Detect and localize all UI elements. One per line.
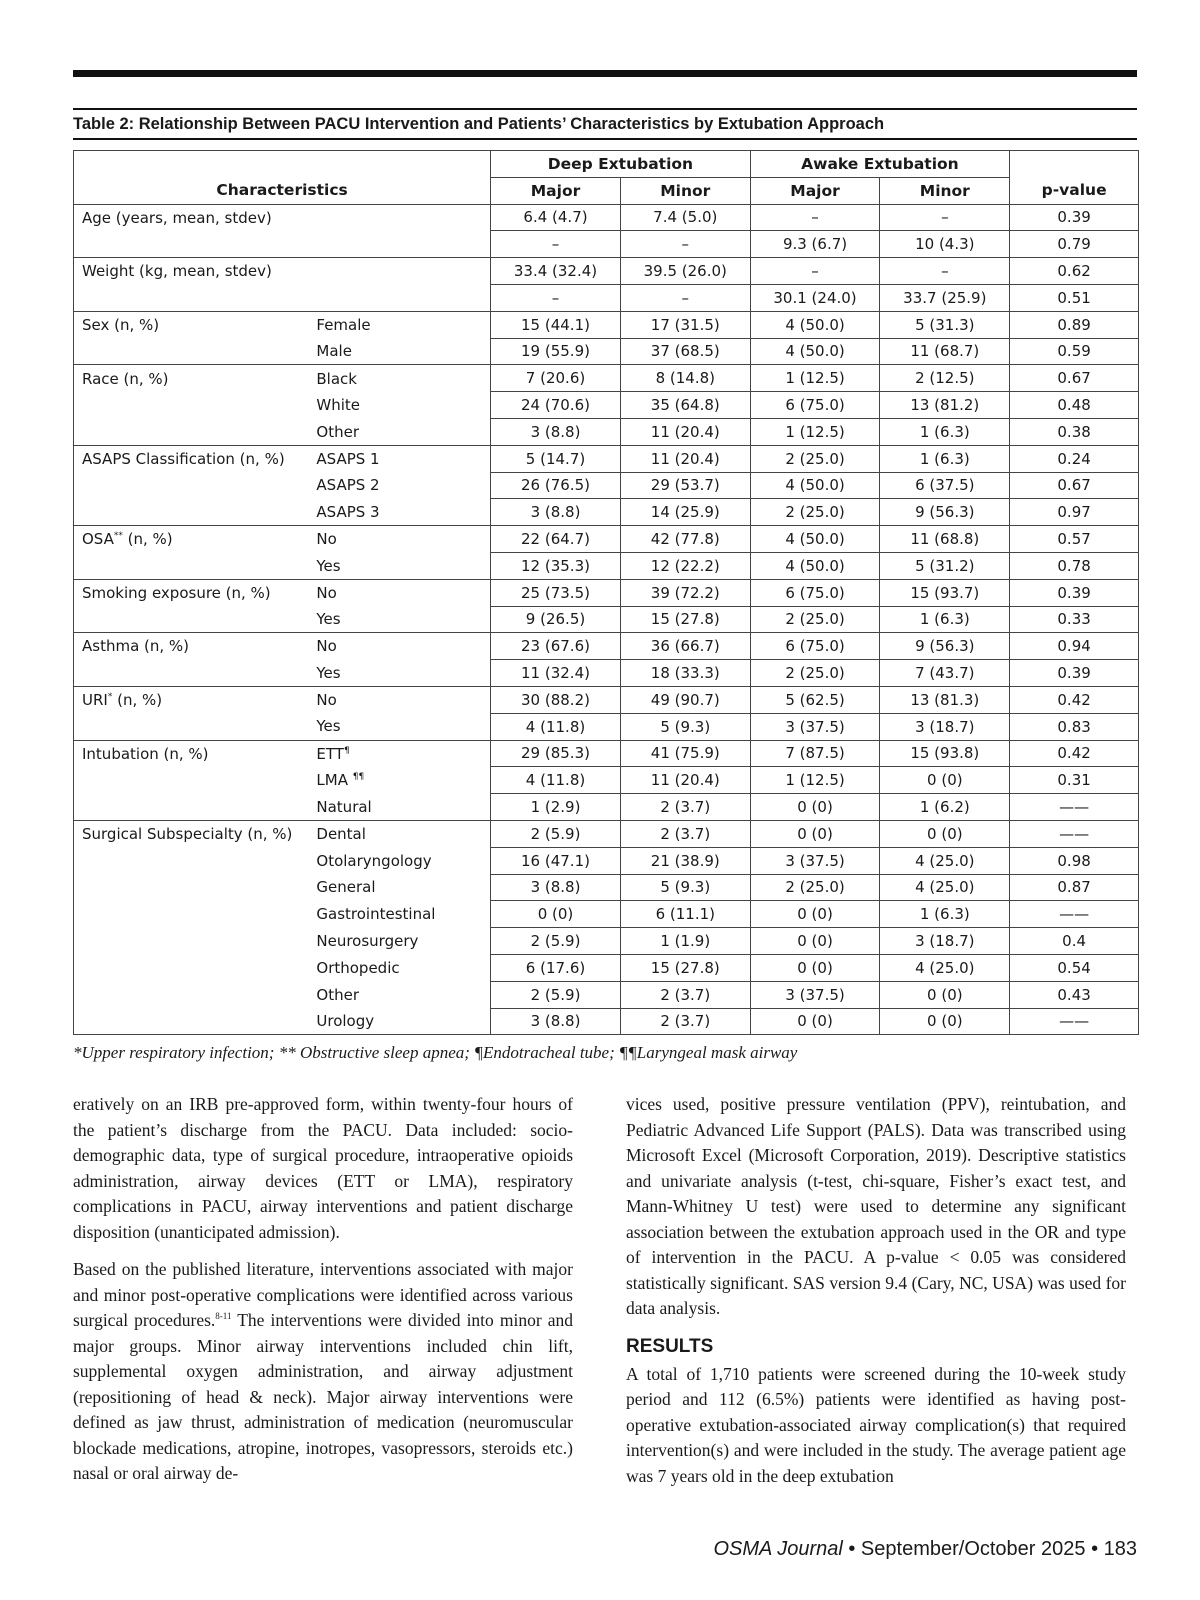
subcategory-label: ETT¶ <box>310 740 490 767</box>
table-cell: 1 (2.9) <box>491 794 621 821</box>
characteristic-label <box>74 284 311 311</box>
table-cell: 41 (75.9) <box>620 740 750 767</box>
subcategory-label: Yes <box>316 717 341 736</box>
table-cell: 6 (75.0) <box>750 392 880 419</box>
top-rule <box>73 70 1137 77</box>
table-cell: 0 (0) <box>750 928 880 955</box>
subcategory-label: Other <box>316 422 359 441</box>
table-cell: 2 (5.9) <box>491 820 621 847</box>
characteristic-label <box>74 1008 311 1035</box>
table-cell: 5 (14.7) <box>491 445 621 472</box>
table-row <box>74 606 1139 633</box>
table-cell: 42 (77.8) <box>620 526 750 553</box>
table-cell: 21 (38.9) <box>620 847 750 874</box>
table-row <box>74 660 1139 687</box>
table-cell: 3 (37.5) <box>750 847 880 874</box>
table-row <box>74 713 1139 740</box>
subcategory-label: No <box>310 526 490 553</box>
characteristic-label: OSA** (n, %) <box>74 526 311 553</box>
subcategory-label: Dental <box>310 820 490 847</box>
table-cell: 30.1 (24.0) <box>750 284 880 311</box>
table-cell: 11 (20.4) <box>620 767 750 794</box>
characteristic-label: Sex (n, %) <box>74 311 311 338</box>
table-row <box>74 901 1139 928</box>
subcategory-label: Male <box>316 342 352 361</box>
table-cell: – <box>491 231 621 258</box>
page-footer <box>714 1538 1138 1561</box>
subcategory-label: ASAPS 2 <box>316 476 380 495</box>
table-cell: 5 (62.5) <box>750 686 880 713</box>
table-row <box>74 552 1139 579</box>
subcategory-label <box>310 284 490 311</box>
table-row <box>74 526 1139 553</box>
characteristic-label <box>74 606 311 633</box>
table-row <box>74 954 1139 981</box>
table-cell: 2 (25.0) <box>750 606 880 633</box>
table-cell: 49 (90.7) <box>620 686 750 713</box>
table-cell: 39 (72.2) <box>620 579 750 606</box>
table-cell: 29 (85.3) <box>491 740 621 767</box>
awake-minor-header: Minor <box>880 177 1010 204</box>
subcategory-label: Urology <box>316 1012 375 1031</box>
results-paragraph: A total of 1,710 patients were screened during the 10-week study period and 112 (6.5%) patients were identified as having post-operative extubation-associated airway complication(s) that required intervention(s) and were included in the study. The average patient age was 7 years old in the deep extubation <box>626 1363 1126 1486</box>
characteristic-label <box>74 874 311 901</box>
table-row <box>74 1008 1139 1035</box>
p-value-cell: 0.31 <box>1010 767 1139 794</box>
characteristic-label <box>74 418 311 445</box>
table-cell: 24 (70.6) <box>491 392 621 419</box>
table-cell: 15 (27.8) <box>620 954 750 981</box>
table-row <box>74 338 1139 365</box>
table-cell: 15 (44.1) <box>491 311 621 338</box>
table-cell: 2 (3.7) <box>620 820 750 847</box>
table-cell: 1 (12.5) <box>750 365 880 392</box>
methods-paragraph-1: eratively on an IRB pre-approved form, within twenty-four hours of the patient’s discharge from the PACU. Data included: socio-demographic data, type of surgical procedure, intraoperative opioids administration, airway devices (ETT or LMA), respiratory complications in PACU, airway interventions and patient discharge disposition (unanticipated admission). <box>73 1094 573 1242</box>
left-column <box>73 1092 573 1499</box>
table-cell: 8 (14.8) <box>620 365 750 392</box>
p-value-cell: 0.42 <box>1010 686 1139 713</box>
table-cell: 17 (31.5) <box>620 311 750 338</box>
subcategory-label: No <box>310 579 490 606</box>
table-row <box>74 231 1139 258</box>
p-value-cell: —— <box>1010 794 1139 821</box>
table-cell: 7 (43.7) <box>880 660 1010 687</box>
deep-minor-header: Minor <box>620 177 750 204</box>
p-value-cell: 0.43 <box>1010 981 1139 1008</box>
characteristic-label <box>74 499 311 526</box>
table-row <box>74 633 1139 660</box>
table-cell: 0 (0) <box>880 820 1010 847</box>
characteristic-label: Race (n, %) <box>74 365 311 392</box>
table-cell: 1 (6.3) <box>880 606 1010 633</box>
table-cell: 19 (55.9) <box>491 338 621 365</box>
table-cell: 0 (0) <box>491 901 621 928</box>
table-cell: 10 (4.3) <box>880 231 1010 258</box>
characteristic-label <box>74 954 311 981</box>
table-cell: 30 (88.2) <box>491 686 621 713</box>
table-cell: 3 (8.8) <box>491 418 621 445</box>
table-cell: 2 (3.7) <box>620 794 750 821</box>
characteristic-label: Surgical Subspecialty (n, %) <box>74 820 311 847</box>
table-cell: 4 (11.8) <box>491 767 621 794</box>
table-cell: 9 (26.5) <box>491 606 621 633</box>
table-cell: 9.3 (6.7) <box>750 231 880 258</box>
subcategory-label: Yes <box>316 556 341 575</box>
table-row <box>74 928 1139 955</box>
characteristic-label <box>74 928 311 955</box>
table-body <box>74 204 1139 1035</box>
p-value-header: p-value <box>1010 177 1139 204</box>
table-cell: 11 (20.4) <box>620 418 750 445</box>
p-value-cell: 0.78 <box>1010 552 1139 579</box>
table-row <box>74 874 1139 901</box>
subcategory-label <box>310 204 490 231</box>
p-value-cell: 0.59 <box>1010 338 1139 365</box>
characteristic-label: Intubation (n, %) <box>74 740 311 767</box>
table-cell: 4 (50.0) <box>750 311 880 338</box>
characteristic-label <box>74 660 311 687</box>
p-value-cell: 0.67 <box>1010 365 1139 392</box>
table-cell: 0 (0) <box>750 820 880 847</box>
table-cell: 4 (50.0) <box>750 552 880 579</box>
table-cell: – <box>620 284 750 311</box>
table-cell: 4 (50.0) <box>750 472 880 499</box>
p-value-cell: 0.97 <box>1010 499 1139 526</box>
table-cell: 2 (3.7) <box>620 1008 750 1035</box>
table-cell: 11 (68.8) <box>880 526 1010 553</box>
methods-paragraph-2: Based on the published literature, interventions associated with major and minor post-operative complications were identified across various surgical procedures.$^{8-11}$ The interventions were divided into minor and major groups. Minor airway interventions included chin lift, supplemental oxygen administration, and airway adjustment (repositioning of head & neck). Major airway interventions were defined as jaw thrust, administration of medication (neuromuscular blockade medications, atropine, inotropes, vasopressors, steroids etc.) nasal or oral airway de- <box>73 1259 573 1483</box>
table-cell: 22 (64.7) <box>491 526 621 553</box>
issue-page: • September/October 2025 • 183 <box>842 1538 1137 1560</box>
p-value-cell: 0.54 <box>1010 954 1139 981</box>
table-row <box>74 820 1139 847</box>
table-cell: 35 (64.8) <box>620 392 750 419</box>
characteristic-label: URI* (n, %) <box>74 686 311 713</box>
methods-paragraph-3: vices used, positive pressure ventilation (PPV), reintubation, and Pediatric Advanced Life Support (PALS). Data was transcribed using Microsoft Excel (Microsoft Corporation, 2019). Descriptive statistics and univariate analysis (t-test, chi-square, Fisher’s exact test, and Mann-Whitney U test) were used to determine any significant association between the extubation approach used in the OR and type of intervention in the PACU. A p-value < 0.05 was considered statistically significant. SAS version 9.4 (Cary, NC, USA) was used for data analysis. <box>626 1094 1126 1318</box>
table-row <box>74 445 1139 472</box>
subcategory-label <box>310 231 490 258</box>
table-cell: 0 (0) <box>880 981 1010 1008</box>
table-row <box>74 418 1139 445</box>
table-cell: 11 (32.4) <box>491 660 621 687</box>
table-cell: 3 (18.7) <box>880 928 1010 955</box>
table-cell: 1 (1.9) <box>620 928 750 955</box>
table-row <box>74 767 1139 794</box>
table-cell: – <box>750 258 880 285</box>
table-cell: 1 (6.3) <box>880 418 1010 445</box>
p-value-cell: 0.51 <box>1010 284 1139 311</box>
characteristic-label <box>74 901 311 928</box>
deep-extubation-header: Deep Extubation <box>491 151 751 178</box>
table-cell: 13 (81.3) <box>880 686 1010 713</box>
table-cell: 1 (6.2) <box>880 794 1010 821</box>
table-cell: 6 (37.5) <box>880 472 1010 499</box>
table-cell: – <box>750 204 880 231</box>
table-cell: 2 (25.0) <box>750 660 880 687</box>
characteristic-label: Weight (kg, mean, stdev) <box>74 258 311 285</box>
p-value-cell: 0.98 <box>1010 847 1139 874</box>
table-row <box>74 311 1139 338</box>
table-cell: 3 (37.5) <box>750 713 880 740</box>
characteristic-label <box>74 392 311 419</box>
table-cell: 2 (25.0) <box>750 499 880 526</box>
table-cell: 37 (68.5) <box>620 338 750 365</box>
subcategory-label: Orthopedic <box>316 958 400 977</box>
characteristic-label <box>74 552 311 579</box>
p-value-cell: 0.24 <box>1010 445 1139 472</box>
characteristics-header: Characteristics <box>74 177 491 204</box>
table-row <box>74 258 1139 285</box>
p-value-cell: 0.48 <box>1010 392 1139 419</box>
subcategory-label: Natural <box>316 797 372 816</box>
table-cell: 0 (0) <box>750 1008 880 1035</box>
table-cell: – <box>880 204 1010 231</box>
characteristic-label <box>74 231 311 258</box>
table-cell: 4 (25.0) <box>880 847 1010 874</box>
characteristic-label <box>74 847 311 874</box>
table-cell: 2 (5.9) <box>491 928 621 955</box>
table-row <box>74 204 1139 231</box>
subcategory-label: General <box>316 878 376 897</box>
table-cell: 9 (56.3) <box>880 499 1010 526</box>
table-row <box>74 284 1139 311</box>
p-value-cell: 0.38 <box>1010 418 1139 445</box>
p-value-cell: 0.62 <box>1010 258 1139 285</box>
table-cell: 6 (11.1) <box>620 901 750 928</box>
table-cell: 3 (8.8) <box>491 499 621 526</box>
table-cell: 7 (20.6) <box>491 365 621 392</box>
table-cell: 3 (18.7) <box>880 713 1010 740</box>
table-cell: 29 (53.7) <box>620 472 750 499</box>
p-value-cell: 0.87 <box>1010 874 1139 901</box>
table-cell: – <box>880 258 1010 285</box>
table-cell: 7 (87.5) <box>750 740 880 767</box>
subcategory-label: Female <box>310 311 490 338</box>
characteristic-label <box>74 713 311 740</box>
table-cell: 3 (8.8) <box>491 874 621 901</box>
table-cell: 15 (93.7) <box>880 579 1010 606</box>
subcategory-label: White <box>316 396 361 415</box>
subcategory-label: Other <box>316 985 359 1004</box>
characteristic-label: Asthma (n, %) <box>74 633 311 660</box>
p-value-cell: —— <box>1010 901 1139 928</box>
citation-ref: 8-11 <box>215 1311 232 1322</box>
results-heading: RESULTS <box>626 1335 714 1357</box>
table-cell: 4 (50.0) <box>750 526 880 553</box>
table-cell: 26 (76.5) <box>491 472 621 499</box>
table-cell: 15 (27.8) <box>620 606 750 633</box>
table-row <box>74 472 1139 499</box>
characteristic-label <box>74 767 311 794</box>
right-column <box>626 1092 1126 1501</box>
table-cell: 6 (17.6) <box>491 954 621 981</box>
awake-major-header: Major <box>750 177 880 204</box>
table-cell: 7.4 (5.0) <box>620 204 750 231</box>
characteristic-label <box>74 472 311 499</box>
table-cell: 0 (0) <box>750 794 880 821</box>
table-cell: 33.7 (25.9) <box>880 284 1010 311</box>
table-cell: 4 (25.0) <box>880 954 1010 981</box>
table-cell: 2 (3.7) <box>620 981 750 1008</box>
table-cell: 1 (6.3) <box>880 901 1010 928</box>
table-cell: 9 (56.3) <box>880 633 1010 660</box>
subcategory-label: LMA ¶¶ <box>316 771 365 790</box>
p-value-cell: —— <box>1010 1008 1139 1035</box>
table-cell: 4 (11.8) <box>491 713 621 740</box>
p-value-cell: 0.39 <box>1010 204 1139 231</box>
table-title: Table 2: Relationship Between PACU Intervention and Patients’ Characteristics by Extubation Approach <box>73 108 1137 140</box>
table-cell: – <box>491 284 621 311</box>
subcategory-label: Otolaryngology <box>316 851 432 870</box>
table-cell: 0 (0) <box>750 954 880 981</box>
characteristics-table <box>73 150 1139 1035</box>
table-cell: 13 (81.2) <box>880 392 1010 419</box>
table-cell: 3 (8.8) <box>491 1008 621 1035</box>
journal-name: OSMA Journal <box>713 1538 843 1560</box>
table-row <box>74 365 1139 392</box>
table-cell: 12 (22.2) <box>620 552 750 579</box>
table-cell: 0 (0) <box>880 1008 1010 1035</box>
table-cell: 6 (75.0) <box>750 579 880 606</box>
deep-major-header: Major <box>491 177 621 204</box>
table-cell: 14 (25.9) <box>620 499 750 526</box>
subcategory-label: No <box>310 686 490 713</box>
characteristic-label: Age (years, mean, stdev) <box>74 204 311 231</box>
table-row <box>74 579 1139 606</box>
p-value-cell: 0.33 <box>1010 606 1139 633</box>
table-cell: 5 (9.3) <box>620 874 750 901</box>
table-cell: 6 (75.0) <box>750 633 880 660</box>
table-cell: 6.4 (4.7) <box>491 204 621 231</box>
table-row <box>74 740 1139 767</box>
table-row <box>74 981 1139 1008</box>
subcategory-label: Gastrointestinal <box>316 905 436 924</box>
subcategory-label: Yes <box>316 610 341 629</box>
table-row <box>74 794 1139 821</box>
table-cell: 4 (25.0) <box>880 874 1010 901</box>
table-cell: 12 (35.3) <box>491 552 621 579</box>
awake-extubation-header: Awake Extubation <box>750 151 1010 178</box>
table-cell: 18 (33.3) <box>620 660 750 687</box>
p-value-cell: 0.83 <box>1010 713 1139 740</box>
subcategory-label: ASAPS 1 <box>310 445 490 472</box>
p-value-cell: 0.39 <box>1010 579 1139 606</box>
characteristic-label <box>74 981 311 1008</box>
table-cell: 3 (37.5) <box>750 981 880 1008</box>
p-value-cell: 0.94 <box>1010 633 1139 660</box>
subcategory-label: Neurosurgery <box>316 932 419 950</box>
table-row <box>74 686 1139 713</box>
p-value-cell: 0.89 <box>1010 311 1139 338</box>
table-cell: 36 (66.7) <box>620 633 750 660</box>
table-cell: 1 (6.3) <box>880 445 1010 472</box>
table-footnote: *Upper respiratory infection; ** Obstructive sleep apnea; ¶Endotracheal tube; ¶¶Laryngeal mask airway <box>73 1043 798 1062</box>
characteristic-label: Smoking exposure (n, %) <box>74 579 311 606</box>
table-cell: 2 (5.9) <box>491 981 621 1008</box>
table-cell: 2 (25.0) <box>750 874 880 901</box>
table-cell: 33.4 (32.4) <box>491 258 621 285</box>
characteristic-label: ASAPS Classification (n, %) <box>74 445 311 472</box>
p-value-cell: 0.39 <box>1010 660 1139 687</box>
table-cell: 11 (68.7) <box>880 338 1010 365</box>
table-cell: 39.5 (26.0) <box>620 258 750 285</box>
p-value-cell: 0.42 <box>1010 740 1139 767</box>
table-cell: 1 (12.5) <box>750 767 880 794</box>
table-cell: 16 (47.1) <box>491 847 621 874</box>
subcategory-label <box>310 258 490 285</box>
p-value-cell: 0.57 <box>1010 526 1139 553</box>
p-value-cell: 0.4 <box>1010 928 1139 955</box>
table-cell: 0 (0) <box>750 901 880 928</box>
table-cell: 0 (0) <box>880 767 1010 794</box>
table-cell: 23 (67.6) <box>491 633 621 660</box>
p-value-cell: 0.79 <box>1010 231 1139 258</box>
table-cell: – <box>620 231 750 258</box>
table-cell: 11 (20.4) <box>620 445 750 472</box>
table-cell: 5 (31.2) <box>880 552 1010 579</box>
table-cell: 2 (25.0) <box>750 445 880 472</box>
table-cell: 15 (93.8) <box>880 740 1010 767</box>
table-row <box>74 392 1139 419</box>
p-value-cell: 0.67 <box>1010 472 1139 499</box>
subcategory-label: Yes <box>316 663 341 682</box>
table-cell: 25 (73.5) <box>491 579 621 606</box>
table-cell: 1 (12.5) <box>750 418 880 445</box>
p-value-cell: —— <box>1010 820 1139 847</box>
subcategory-label: ASAPS 3 <box>316 503 380 521</box>
table-cell: 5 (9.3) <box>620 713 750 740</box>
characteristic-label <box>74 338 311 365</box>
characteristic-label <box>74 794 311 821</box>
table-cell: 4 (50.0) <box>750 338 880 365</box>
subcategory-label: Black <box>310 365 490 392</box>
table-cell: 5 (31.3) <box>880 311 1010 338</box>
table-row <box>74 499 1139 526</box>
subcategory-label: No <box>310 633 490 660</box>
table-cell: 2 (12.5) <box>880 365 1010 392</box>
table-row <box>74 847 1139 874</box>
